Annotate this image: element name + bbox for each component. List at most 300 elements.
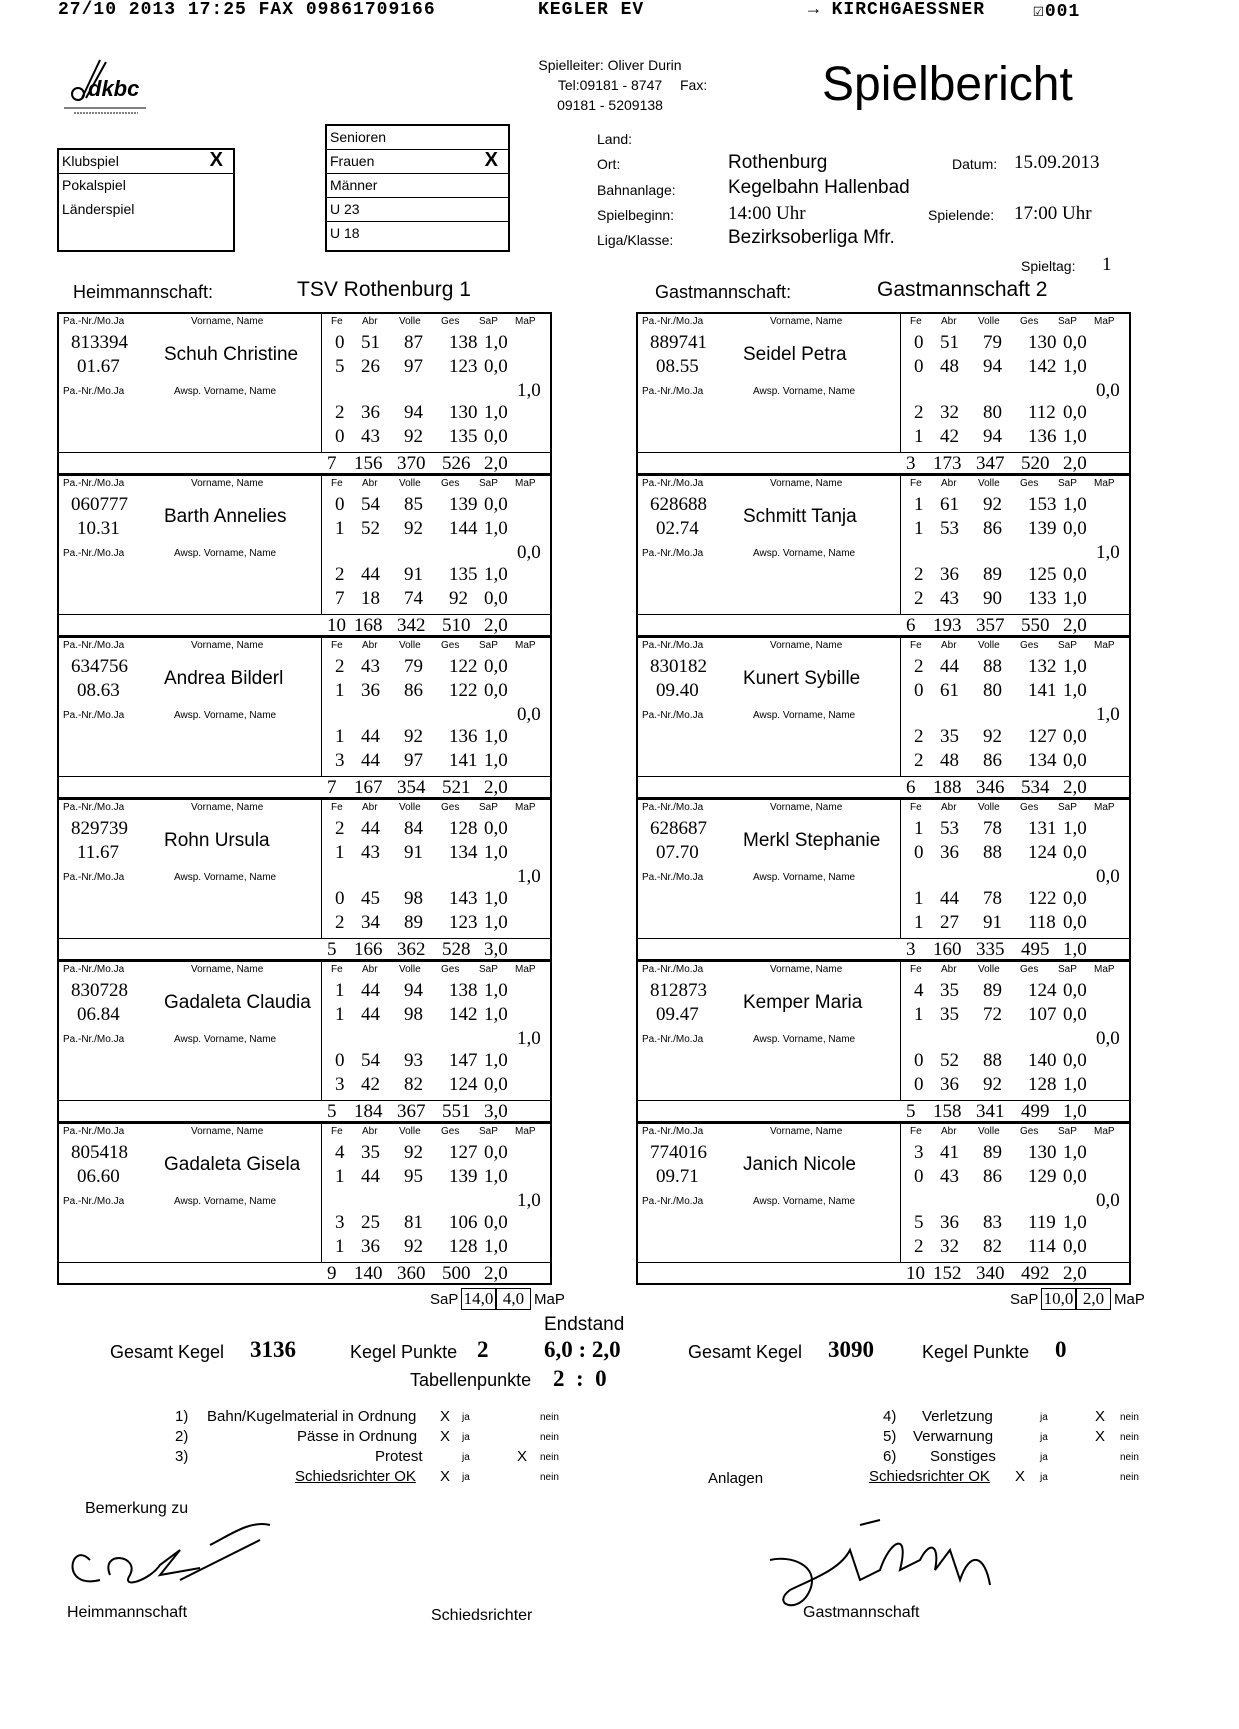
score-header-abr: Abr: [362, 802, 378, 813]
score-cell: 41: [940, 1142, 959, 1163]
score-cell: 97: [404, 750, 423, 771]
score-cell: 124: [1028, 980, 1057, 1001]
total-cell: 367: [397, 1101, 426, 1122]
score-cell: 139: [1028, 518, 1057, 539]
score-cell: 81: [404, 1212, 423, 1233]
map-value: 0,0: [517, 542, 541, 563]
score-cell: 25: [361, 1212, 380, 1233]
name-header: Vorname, Name: [770, 316, 843, 327]
score-cell: 0,0: [1063, 1050, 1087, 1071]
column-divider: [900, 476, 901, 614]
total-cell: 526: [442, 453, 471, 474]
score-cell: 92: [983, 726, 1002, 747]
score-cell: 130: [1028, 1142, 1057, 1163]
score-cell: 92: [404, 1236, 423, 1257]
score-cell: 94: [983, 356, 1002, 377]
total-cell: 2,0: [484, 1263, 508, 1284]
pass-header: Pa.-Nr./Mo.Ja: [642, 316, 704, 327]
home-summary: [430, 1288, 580, 1310]
score-cell: 0: [914, 1166, 924, 1187]
score-cell: 0: [914, 1074, 924, 1095]
score-cell: 0,0: [1063, 564, 1087, 585]
map-value: 1,0: [1096, 704, 1120, 725]
home-player-block: [57, 798, 552, 961]
score-cell: 1,0: [484, 1236, 508, 1257]
total-cell: 362: [397, 939, 426, 960]
map-value: 0,0: [1096, 1190, 1120, 1211]
score-cell: 1: [914, 518, 924, 539]
check-4-x: X: [440, 1468, 451, 1485]
total-cell: 354: [397, 777, 426, 798]
map-value: 1,0: [517, 866, 541, 887]
check-1-num: 1): [175, 1408, 189, 1425]
birth-year: 01.67: [77, 356, 120, 377]
score-cell: 147: [449, 1050, 478, 1071]
check-4-ja: ja: [462, 1472, 470, 1483]
score-cell: 143: [449, 888, 478, 909]
check-2-ja: ja: [462, 1432, 470, 1443]
score-cell: 93: [404, 1050, 423, 1071]
endstand-value: 6,0 : 2,0: [544, 1337, 621, 1362]
score-cell: 1,0: [1063, 588, 1087, 609]
pass-header: Pa.-Nr./Mo.Ja: [642, 1126, 704, 1137]
pass-header: Pa.-Nr./Mo.Ja: [642, 710, 704, 721]
map-value: 1,0: [517, 380, 541, 401]
guest-kegelpunkte: 0: [1055, 1337, 1067, 1362]
score-cell: 1,0: [484, 1050, 508, 1071]
bahn-label: Bahnanlage:: [597, 182, 676, 198]
total-cell: 168: [354, 615, 383, 636]
pass-header: Pa.-Nr./Mo.Ja: [63, 478, 125, 489]
total-cell: 499: [1021, 1101, 1050, 1122]
check-3-num: 3): [175, 1448, 189, 1465]
pass-header: Pa.-Nr./Mo.Ja: [63, 802, 125, 813]
total-cell: 347: [976, 453, 1005, 474]
total-cell: 1,0: [1063, 1101, 1087, 1122]
score-header-ges: Ges: [1020, 802, 1039, 813]
score-cell: 89: [983, 1142, 1002, 1163]
score-cell: 44: [361, 1004, 380, 1025]
score-cell: 32: [940, 1236, 959, 1257]
score-header-fe: Fe: [331, 316, 343, 327]
home-map-total: 4,0: [496, 1288, 531, 1310]
total-cell: 173: [933, 453, 962, 474]
name-header: Vorname, Name: [191, 316, 264, 327]
score-cell: 1: [335, 726, 345, 747]
score-cell: 0: [335, 426, 345, 447]
score-cell: 0,0: [1063, 1004, 1087, 1025]
birth-year: 09.40: [656, 680, 699, 701]
home-sap-total: 14,0: [461, 1288, 496, 1310]
score-header-abr: Abr: [362, 964, 378, 975]
total-cell: 7: [327, 777, 337, 798]
total-cell: 357: [976, 615, 1005, 636]
score-header-sap: SaP: [479, 964, 498, 975]
score-header-abr: Abr: [362, 640, 378, 651]
score-cell: 2: [914, 726, 924, 747]
pass-header: Pa.-Nr./Mo.Ja: [63, 386, 125, 397]
score-cell: 94: [983, 426, 1002, 447]
score-cell: 132: [1028, 656, 1057, 677]
total-cell: 500: [442, 1263, 471, 1284]
score-cell: 128: [1028, 1074, 1057, 1095]
total-cell: 1,0: [1063, 939, 1087, 960]
map-value: 0,0: [1096, 380, 1120, 401]
birth-year: 09.71: [656, 1166, 699, 1187]
score-cell: 128: [449, 1236, 478, 1257]
column-divider: [321, 1124, 322, 1262]
divider-line: [638, 382, 1129, 383]
score-cell: 35: [361, 1142, 380, 1163]
player-name: Rohn Ursula: [164, 830, 270, 851]
score-header-sap: SaP: [1058, 640, 1077, 651]
score-cell: 87: [404, 332, 423, 353]
total-divider: [59, 1262, 550, 1263]
score-header-map: MaP: [515, 478, 536, 489]
score-header-abr: Abr: [941, 1126, 957, 1137]
score-cell: 35: [940, 1004, 959, 1025]
score-cell: 134: [449, 842, 478, 863]
total-cell: 495: [1021, 939, 1050, 960]
name-header: Vorname, Name: [770, 964, 843, 975]
total-cell: 360: [397, 1263, 426, 1284]
score-cell: 1: [335, 1236, 345, 1257]
score-cell: 134: [1028, 750, 1057, 771]
category-mark: X: [484, 149, 498, 171]
score-cell: 1,0: [484, 332, 508, 353]
ort-value: Rothenburg: [728, 152, 828, 173]
score-cell: 4: [335, 1142, 345, 1163]
score-cell: 36: [940, 1212, 959, 1233]
guest-team-name: Gastmannschaft 2: [877, 278, 1048, 301]
birth-year: 06.60: [77, 1166, 120, 1187]
score-cell: 0,0: [1063, 750, 1087, 771]
score-cell: 79: [404, 656, 423, 677]
score-cell: 80: [983, 402, 1002, 423]
score-cell: 0,0: [1063, 980, 1087, 1001]
score-header-map: MaP: [1094, 478, 1115, 489]
score-header-map: MaP: [1094, 1126, 1115, 1137]
score-cell: 0: [914, 1050, 924, 1071]
divider-line: [638, 868, 1129, 869]
score-cell: 85: [404, 494, 423, 515]
pass-number: 829739: [71, 818, 128, 839]
score-cell: 3: [335, 1074, 345, 1095]
score-cell: 92: [983, 1074, 1002, 1095]
total-cell: 551: [442, 1101, 471, 1122]
score-cell: 1: [914, 818, 924, 839]
score-cell: 2: [335, 564, 345, 585]
score-cell: 2: [335, 656, 345, 677]
bahn-value: Kegelbahn Hallenbad: [728, 177, 910, 198]
score-cell: 82: [983, 1236, 1002, 1257]
column-divider: [900, 1124, 901, 1262]
score-cell: 36: [940, 842, 959, 863]
check-r7-nein: nein: [1120, 1472, 1139, 1483]
score-header-sap: SaP: [1058, 478, 1077, 489]
check-1-x: X: [440, 1408, 451, 1425]
score-header-sap: SaP: [479, 640, 498, 651]
score-cell: 48: [940, 356, 959, 377]
score-header-ges: Ges: [441, 802, 460, 813]
score-cell: 61: [940, 494, 959, 515]
score-cell: 44: [361, 818, 380, 839]
score-cell: 42: [940, 426, 959, 447]
pass-header: Pa.-Nr./Mo.Ja: [642, 872, 704, 883]
divider-line: [59, 1192, 550, 1193]
birth-year: 09.47: [656, 1004, 699, 1025]
score-cell: 133: [1028, 588, 1057, 609]
beginn-value: 14:00 Uhr: [728, 203, 806, 224]
score-cell: 1,0: [484, 1004, 508, 1025]
total-cell: 520: [1021, 453, 1050, 474]
score-cell: 141: [449, 750, 478, 771]
column-divider: [900, 314, 901, 452]
check-r7-x: X: [1015, 1468, 1026, 1485]
pass-header: Pa.-Nr./Mo.Ja: [63, 1196, 125, 1207]
score-header-map: MaP: [1094, 316, 1115, 327]
awsp-header: Awsp. Vorname, Name: [753, 1196, 856, 1207]
score-header-fe: Fe: [910, 964, 922, 975]
score-cell: 1,0: [1063, 1074, 1087, 1095]
score-header-ges: Ges: [1020, 316, 1039, 327]
name-header: Vorname, Name: [770, 1126, 843, 1137]
total-cell: 10: [906, 1263, 925, 1284]
score-cell: 80: [983, 680, 1002, 701]
total-cell: 3,0: [484, 1101, 508, 1122]
score-cell: 36: [361, 680, 380, 701]
score-cell: 0,0: [484, 494, 508, 515]
check-r5-label: Verwarnung: [913, 1428, 994, 1445]
total-cell: 193: [933, 615, 962, 636]
score-cell: 107: [1028, 1004, 1057, 1025]
score-cell: 89: [983, 980, 1002, 1001]
pass-header: Pa.-Nr./Mo.Ja: [63, 964, 125, 975]
score-header-map: MaP: [515, 802, 536, 813]
tabellenpunkte: 2 : 0: [553, 1366, 607, 1391]
guest-gesamt-label: Gesamt Kegel: [688, 1342, 803, 1362]
player-name: Kemper Maria: [743, 992, 863, 1013]
total-cell: 3: [906, 939, 916, 960]
category-label: Senioren: [330, 129, 387, 145]
score-header-fe: Fe: [910, 316, 922, 327]
score-cell: 54: [361, 1050, 380, 1071]
score-cell: 1: [335, 842, 345, 863]
total-cell: 7: [327, 453, 337, 474]
score-cell: 114: [1028, 1236, 1056, 1257]
score-header-abr: Abr: [941, 964, 957, 975]
guest-gesamt-kegel: 3090: [828, 1337, 874, 1362]
official-fax: 09181 - 5209138: [557, 97, 663, 113]
score-header-abr: Abr: [362, 1126, 378, 1137]
total-cell: 3,0: [484, 939, 508, 960]
guest-kegelpunkte-label: Kegel Punkte: [922, 1342, 1030, 1362]
score-cell: 1,0: [1063, 1212, 1087, 1233]
home-map-label: MaP: [534, 1291, 565, 1308]
check-r5-x: X: [1095, 1428, 1106, 1445]
score-header-volle: Volle: [978, 1126, 1000, 1137]
score-cell: 43: [940, 1166, 959, 1187]
check-4-label: Schiedsrichter OK: [295, 1468, 416, 1485]
score-header-volle: Volle: [978, 802, 1000, 813]
birth-year: 10.31: [77, 518, 120, 539]
score-cell: 3: [914, 1142, 924, 1163]
score-cell: 1,0: [484, 842, 508, 863]
score-cell: 43: [940, 588, 959, 609]
check-r5-nein: nein: [1120, 1432, 1139, 1443]
score-cell: 83: [983, 1212, 1002, 1233]
score-header-map: MaP: [515, 640, 536, 651]
home-sap-label: SaP: [430, 1291, 459, 1308]
check-r4-x: X: [1095, 1408, 1106, 1425]
guest-player-block: [636, 474, 1131, 637]
pass-header: Pa.-Nr./Mo.Ja: [642, 548, 704, 559]
score-cell: 44: [361, 1166, 380, 1187]
guest-player-block: [636, 1122, 1131, 1285]
score-cell: 1,0: [484, 1166, 508, 1187]
player-name: Schuh Christine: [164, 344, 299, 365]
score-cell: 130: [1028, 332, 1057, 353]
score-cell: 1: [914, 494, 924, 515]
score-cell: 1,0: [484, 750, 508, 771]
pass-number: 889741: [650, 332, 707, 353]
map-value: 1,0: [517, 1190, 541, 1211]
score-cell: 35: [940, 726, 959, 747]
score-header-sap: SaP: [1058, 802, 1077, 813]
score-cell: 74: [404, 588, 423, 609]
home-player-block: [57, 474, 552, 637]
total-cell: 5: [327, 939, 337, 960]
check-r4-label: Verletzung: [922, 1408, 993, 1425]
score-header-abr: Abr: [941, 640, 957, 651]
check-r5-ja: ja: [1040, 1432, 1048, 1443]
match-info: [0, 0, 1239, 280]
score-cell: 2: [335, 402, 345, 423]
name-header: Vorname, Name: [191, 964, 264, 975]
score-cell: 142: [1028, 356, 1057, 377]
referee-sign-label: Schiedsrichter: [431, 1607, 533, 1624]
map-value: 0,0: [1096, 866, 1120, 887]
total-cell: 166: [354, 939, 383, 960]
home-player-block: [57, 312, 552, 475]
score-cell: 2: [335, 818, 345, 839]
total-cell: 534: [1021, 777, 1050, 798]
category-label: U 18: [330, 225, 360, 241]
score-cell: 0,0: [484, 656, 508, 677]
total-cell: 10: [327, 615, 346, 636]
pass-header: Pa.-Nr./Mo.Ja: [63, 548, 125, 559]
score-header-volle: Volle: [978, 316, 1000, 327]
score-cell: 4: [914, 980, 924, 1001]
score-cell: 124: [449, 1074, 478, 1095]
total-divider: [59, 452, 550, 453]
score-cell: 0: [914, 842, 924, 863]
awsp-header: Awsp. Vorname, Name: [174, 872, 277, 883]
divider-line: [59, 706, 550, 707]
score-cell: 18: [361, 588, 380, 609]
check-r6-num: 6): [883, 1448, 897, 1465]
check-r6-nein: nein: [1120, 1452, 1139, 1463]
score-cell: 136: [1028, 426, 1057, 447]
score-header-ges: Ges: [441, 478, 460, 489]
score-cell: 92: [404, 518, 423, 539]
check-1-label: Bahn/Kugelmaterial in Ordnung: [207, 1408, 417, 1425]
score-cell: 1,0: [1063, 656, 1087, 677]
score-cell: 86: [983, 1166, 1002, 1187]
divider-line: [638, 1192, 1129, 1193]
score-cell: 1,0: [1063, 680, 1087, 701]
score-cell: 1,0: [484, 912, 508, 933]
score-cell: 86: [983, 518, 1002, 539]
home-player-block: [57, 636, 552, 799]
check-2-label: Pässe in Ordnung: [297, 1428, 418, 1445]
score-header-abr: Abr: [362, 316, 378, 327]
map-value: 0,0: [1096, 1028, 1120, 1049]
score-cell: 135: [449, 426, 478, 447]
score-cell: 122: [449, 656, 478, 677]
check-r7-ja: ja: [1040, 1472, 1048, 1483]
guest-summary: [1010, 1288, 1160, 1310]
score-cell: 122: [449, 680, 478, 701]
score-cell: 43: [361, 842, 380, 863]
total-cell: 6: [906, 615, 916, 636]
score-cell: 3: [335, 750, 345, 771]
score-cell: 92: [404, 1142, 423, 1163]
score-cell: 130: [449, 402, 478, 423]
score-cell: 44: [361, 980, 380, 1001]
awsp-header: Awsp. Vorname, Name: [753, 872, 856, 883]
score-cell: 0,0: [1063, 332, 1087, 353]
score-cell: 44: [940, 656, 959, 677]
score-cell: 1,0: [484, 980, 508, 1001]
birth-year: 02.74: [656, 518, 699, 539]
score-cell: 2: [914, 588, 924, 609]
score-cell: 88: [983, 842, 1002, 863]
score-cell: 140: [1028, 1050, 1057, 1071]
score-header-ges: Ges: [441, 640, 460, 651]
score-cell: 0,0: [484, 356, 508, 377]
score-cell: 1: [914, 888, 924, 909]
player-name: Janich Nicole: [743, 1154, 856, 1175]
score-cell: 1,0: [484, 888, 508, 909]
guest-player-block: [636, 312, 1131, 475]
home-team-name: TSV Rothenburg 1: [297, 278, 471, 301]
awsp-header: Awsp. Vorname, Name: [753, 710, 856, 721]
guest-player-block: [636, 798, 1131, 961]
score-header-volle: Volle: [399, 640, 421, 651]
land-label: Land:: [597, 131, 633, 147]
divider-line: [59, 868, 550, 869]
score-cell: 0,0: [484, 1142, 508, 1163]
score-cell: 0,0: [1063, 726, 1087, 747]
score-header-sap: SaP: [479, 316, 498, 327]
home-player-block: [57, 960, 552, 1123]
total-cell: 521: [442, 777, 471, 798]
score-header-map: MaP: [515, 1126, 536, 1137]
check-2-x: X: [440, 1428, 451, 1445]
score-cell: 45: [361, 888, 380, 909]
score-cell: 52: [361, 518, 380, 539]
pass-number: 812873: [650, 980, 707, 1001]
score-cell: 0,0: [1063, 912, 1087, 933]
ende-label: Spielende:: [928, 207, 995, 223]
total-cell: 160: [933, 939, 962, 960]
bemerkung-label: Bemerkung zu: [85, 1500, 189, 1517]
score-cell: 36: [361, 402, 380, 423]
score-cell: 127: [1028, 726, 1057, 747]
score-cell: 79: [983, 332, 1002, 353]
fax-recipient: → KIRCHGAESSNER: [808, 0, 986, 20]
